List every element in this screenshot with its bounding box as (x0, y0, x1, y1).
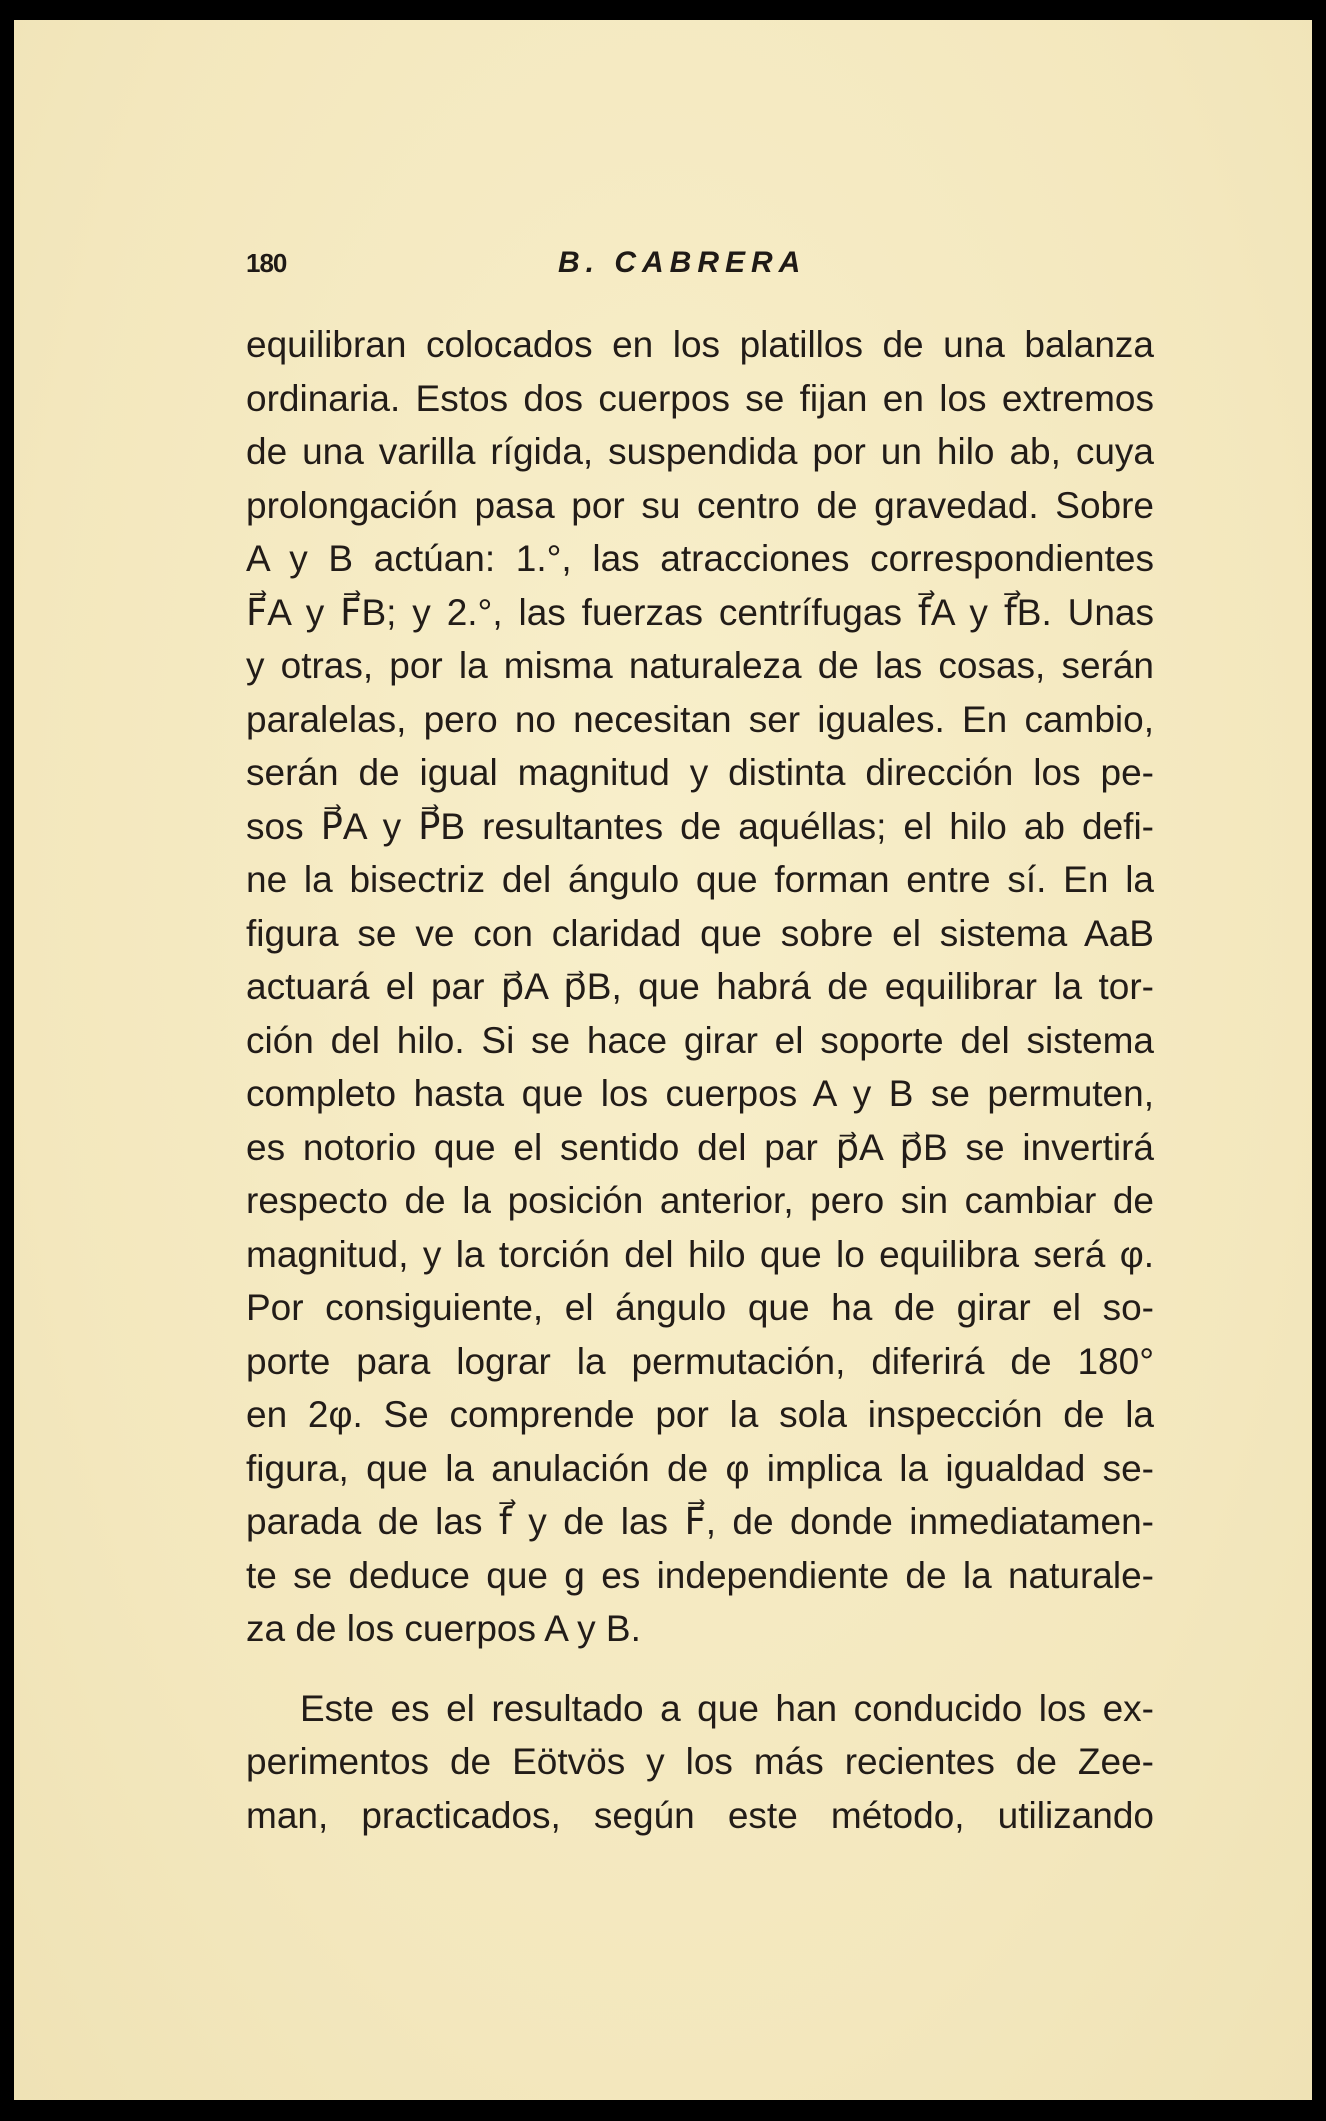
text-line: parada de las f⃗ y de las F⃗, de donde inmediatamen- (246, 1501, 1154, 1542)
text-line: prolongación pasa por su centro de gravedad. Sobre (246, 484, 1154, 526)
text-line: ne la bisectriz del ángulo que forman entre sí. En la (246, 859, 1154, 900)
text-line: sos P⃗A y P⃗B resultantes de aquéllas; el hilo ab defi- (246, 805, 1154, 847)
text-line: F⃗A y F⃗B; y 2.°, las fuerzas centrífugas f⃗A y f⃗B. Unas (246, 591, 1154, 633)
text-line: y otras, por la misma naturaleza de las cosas, serán (246, 645, 1154, 686)
text-line: ordinaria. Estos dos cuerpos se fijan en los extremos (246, 377, 1154, 419)
text-line: figura se ve con claridad que sobre el sistema AaB (246, 912, 1154, 954)
text-line: es notorio que el sentido del par p⃗A p⃗B se invertirá (246, 1126, 1154, 1168)
text-line: en 2φ. Se comprende por la sola inspección de la (246, 1394, 1154, 1435)
text-line: de una varilla rígida, suspendida por un hilo ab, cuya (246, 431, 1154, 472)
running-head: B. CABRERA (558, 246, 807, 279)
text-line: completo hasta que los cuerpos A y B se permuten, (246, 1073, 1154, 1114)
text-line: equilibran colocados en los platillos de una balanza (246, 324, 1154, 365)
text-line: te se deduce que g es independiente de la naturale- (246, 1554, 1154, 1596)
text-line: serán de igual magnitud y distinta dirección los pe- (246, 752, 1154, 793)
text-line: porte para lograr la permutación, diferirá de 180° (246, 1340, 1154, 1382)
text-line: Este es el resultado a que han conducido los ex- (300, 1687, 1154, 1729)
text-line: Por consiguiente, el ángulo que ha de girar el so- (246, 1287, 1154, 1328)
text-line: respecto de la posición anterior, pero sin cambiar de (246, 1180, 1154, 1221)
text-line: actuará el par p⃗A p⃗B, que habrá de equilibrar la tor- (246, 966, 1154, 1007)
text-line: A y B actúan: 1.°, las atracciones correspondientes (246, 538, 1154, 579)
page-number: 180 (246, 248, 287, 278)
book-page (14, 20, 1312, 2100)
text-line: magnitud, y la torción del hilo que lo equilibra será φ. (246, 1233, 1154, 1275)
page-header (246, 248, 1146, 288)
text-line: ción del hilo. Si se hace girar el soporte del sistema (246, 1019, 1154, 1061)
text-line: perimentos de Eötvös y los más recientes de Zee- (246, 1741, 1154, 1782)
text-line: paralelas, pero no necesitan ser iguales. En cambio, (246, 698, 1154, 740)
text-line: za de los cuerpos A y B. (246, 1608, 641, 1649)
paragraph-gap (246, 1656, 1154, 1682)
body-text (246, 318, 1154, 1842)
text-line: man, practicados, según este método, utilizando (246, 1794, 1154, 1836)
text-line: figura, que la anulación de φ implica la igualdad se- (246, 1447, 1154, 1489)
